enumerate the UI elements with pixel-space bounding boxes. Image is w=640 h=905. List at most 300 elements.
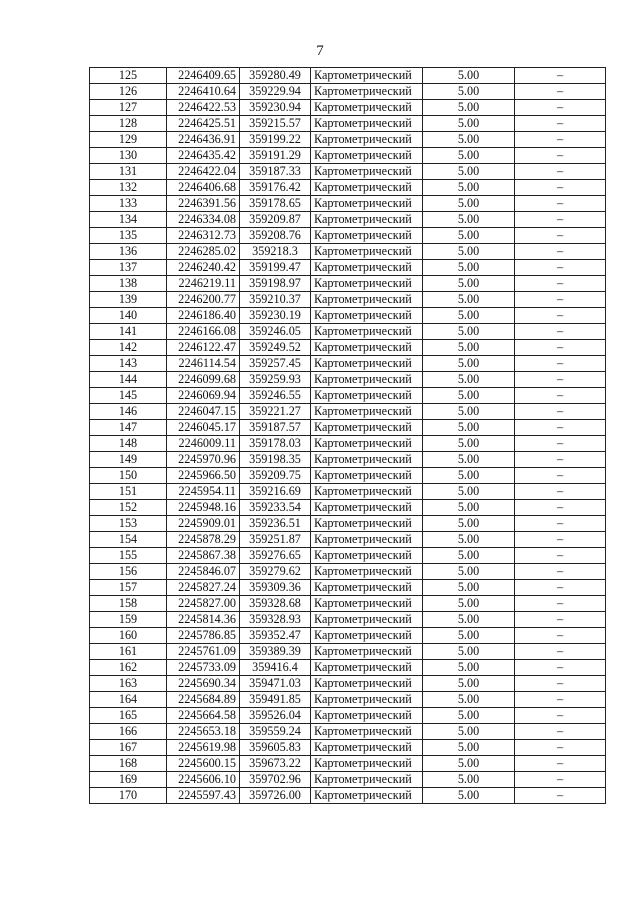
point-number-cell: 159 bbox=[90, 612, 167, 628]
table-row bbox=[90, 772, 606, 788]
x-coordinate-cell: 2245597.43 bbox=[167, 788, 240, 804]
method-cell: Картометрический bbox=[311, 740, 423, 756]
table-row bbox=[90, 452, 606, 468]
method-cell: Картометрический bbox=[311, 564, 423, 580]
table-row bbox=[90, 388, 606, 404]
x-coordinate-cell: 2245664.58 bbox=[167, 708, 240, 724]
accuracy-cell: 5.00 bbox=[423, 164, 515, 180]
accuracy-cell: 5.00 bbox=[423, 372, 515, 388]
note-cell: – bbox=[515, 324, 606, 340]
accuracy-cell: 5.00 bbox=[423, 132, 515, 148]
note-cell: – bbox=[515, 708, 606, 724]
x-coordinate-cell: 2246435.42 bbox=[167, 148, 240, 164]
y-coordinate-cell: 359230.94 bbox=[240, 100, 311, 116]
method-cell: Картометрический bbox=[311, 548, 423, 564]
x-coordinate-cell: 2245966.50 bbox=[167, 468, 240, 484]
method-cell: Картометрический bbox=[311, 148, 423, 164]
method-cell: Картометрический bbox=[311, 692, 423, 708]
note-cell: – bbox=[515, 148, 606, 164]
table-row bbox=[90, 116, 606, 132]
accuracy-cell: 5.00 bbox=[423, 756, 515, 772]
point-number-cell: 133 bbox=[90, 196, 167, 212]
point-number-cell: 146 bbox=[90, 404, 167, 420]
table-row bbox=[90, 180, 606, 196]
accuracy-cell: 5.00 bbox=[423, 308, 515, 324]
accuracy-cell: 5.00 bbox=[423, 628, 515, 644]
method-cell: Картометрический bbox=[311, 404, 423, 420]
y-coordinate-cell: 359199.22 bbox=[240, 132, 311, 148]
table-row bbox=[90, 628, 606, 644]
y-coordinate-cell: 359259.93 bbox=[240, 372, 311, 388]
note-cell: – bbox=[515, 548, 606, 564]
x-coordinate-cell: 2246334.08 bbox=[167, 212, 240, 228]
point-number-cell: 154 bbox=[90, 532, 167, 548]
method-cell: Картометрический bbox=[311, 228, 423, 244]
accuracy-cell: 5.00 bbox=[423, 740, 515, 756]
table-row bbox=[90, 292, 606, 308]
table-row bbox=[90, 356, 606, 372]
table-row bbox=[90, 164, 606, 180]
page-number: 7 bbox=[316, 43, 324, 59]
y-coordinate-cell: 359191.29 bbox=[240, 148, 311, 164]
y-coordinate-cell: 359221.27 bbox=[240, 404, 311, 420]
method-cell: Картометрический bbox=[311, 724, 423, 740]
table-row bbox=[90, 660, 606, 676]
x-coordinate-cell: 2246410.64 bbox=[167, 84, 240, 100]
x-coordinate-cell: 2245846.07 bbox=[167, 564, 240, 580]
method-cell: Картометрический bbox=[311, 676, 423, 692]
table-row bbox=[90, 516, 606, 532]
note-cell: – bbox=[515, 180, 606, 196]
method-cell: Картометрический bbox=[311, 500, 423, 516]
x-coordinate-cell: 2246186.40 bbox=[167, 308, 240, 324]
accuracy-cell: 5.00 bbox=[423, 692, 515, 708]
method-cell: Картометрический bbox=[311, 212, 423, 228]
point-number-cell: 138 bbox=[90, 276, 167, 292]
x-coordinate-cell: 2246436.91 bbox=[167, 132, 240, 148]
x-coordinate-cell: 2246045.17 bbox=[167, 420, 240, 436]
y-coordinate-cell: 359726.00 bbox=[240, 788, 311, 804]
point-number-cell: 152 bbox=[90, 500, 167, 516]
point-number-cell: 162 bbox=[90, 660, 167, 676]
y-coordinate-cell: 359230.19 bbox=[240, 308, 311, 324]
x-coordinate-cell: 2245600.15 bbox=[167, 756, 240, 772]
accuracy-cell: 5.00 bbox=[423, 228, 515, 244]
method-cell: Картометрический bbox=[311, 628, 423, 644]
method-cell: Картометрический bbox=[311, 532, 423, 548]
note-cell: – bbox=[515, 404, 606, 420]
y-coordinate-cell: 359199.47 bbox=[240, 260, 311, 276]
note-cell: – bbox=[515, 596, 606, 612]
y-coordinate-cell: 359526.04 bbox=[240, 708, 311, 724]
point-number-cell: 167 bbox=[90, 740, 167, 756]
note-cell: – bbox=[515, 660, 606, 676]
x-coordinate-cell: 2246166.08 bbox=[167, 324, 240, 340]
accuracy-cell: 5.00 bbox=[423, 100, 515, 116]
x-coordinate-cell: 2246422.04 bbox=[167, 164, 240, 180]
x-coordinate-cell: 2245867.38 bbox=[167, 548, 240, 564]
y-coordinate-cell: 359389.39 bbox=[240, 644, 311, 660]
table-row bbox=[90, 788, 606, 804]
accuracy-cell: 5.00 bbox=[423, 420, 515, 436]
x-coordinate-cell: 2246069.94 bbox=[167, 388, 240, 404]
x-coordinate-cell: 2246285.02 bbox=[167, 244, 240, 260]
y-coordinate-cell: 359246.55 bbox=[240, 388, 311, 404]
point-number-cell: 165 bbox=[90, 708, 167, 724]
accuracy-cell: 5.00 bbox=[423, 196, 515, 212]
point-number-cell: 130 bbox=[90, 148, 167, 164]
table-row bbox=[90, 676, 606, 692]
y-coordinate-cell: 359309.36 bbox=[240, 580, 311, 596]
point-number-cell: 136 bbox=[90, 244, 167, 260]
accuracy-cell: 5.00 bbox=[423, 276, 515, 292]
note-cell: – bbox=[515, 132, 606, 148]
point-number-cell: 129 bbox=[90, 132, 167, 148]
accuracy-cell: 5.00 bbox=[423, 404, 515, 420]
note-cell: – bbox=[515, 644, 606, 660]
point-number-cell: 156 bbox=[90, 564, 167, 580]
x-coordinate-cell: 2245827.24 bbox=[167, 580, 240, 596]
note-cell: – bbox=[515, 212, 606, 228]
x-coordinate-cell: 2246409.65 bbox=[167, 68, 240, 84]
method-cell: Картометрический bbox=[311, 196, 423, 212]
y-coordinate-cell: 359198.97 bbox=[240, 276, 311, 292]
method-cell: Картометрический bbox=[311, 596, 423, 612]
table-row bbox=[90, 580, 606, 596]
method-cell: Картометрический bbox=[311, 324, 423, 340]
table-row bbox=[90, 500, 606, 516]
y-coordinate-cell: 359208.76 bbox=[240, 228, 311, 244]
table-row bbox=[90, 612, 606, 628]
table-row bbox=[90, 84, 606, 100]
method-cell: Картометрический bbox=[311, 612, 423, 628]
accuracy-cell: 5.00 bbox=[423, 676, 515, 692]
accuracy-cell: 5.00 bbox=[423, 500, 515, 516]
y-coordinate-cell: 359276.65 bbox=[240, 548, 311, 564]
accuracy-cell: 5.00 bbox=[423, 564, 515, 580]
table-row bbox=[90, 468, 606, 484]
x-coordinate-cell: 2245970.96 bbox=[167, 452, 240, 468]
note-cell: – bbox=[515, 580, 606, 596]
y-coordinate-cell: 359702.96 bbox=[240, 772, 311, 788]
y-coordinate-cell: 359187.57 bbox=[240, 420, 311, 436]
note-cell: – bbox=[515, 436, 606, 452]
point-number-cell: 135 bbox=[90, 228, 167, 244]
note-cell: – bbox=[515, 196, 606, 212]
accuracy-cell: 5.00 bbox=[423, 612, 515, 628]
x-coordinate-cell: 2245878.29 bbox=[167, 532, 240, 548]
method-cell: Картометрический bbox=[311, 516, 423, 532]
accuracy-cell: 5.00 bbox=[423, 596, 515, 612]
note-cell: – bbox=[515, 100, 606, 116]
table-row bbox=[90, 532, 606, 548]
method-cell: Картометрический bbox=[311, 276, 423, 292]
method-cell: Картометрический bbox=[311, 180, 423, 196]
method-cell: Картометрический bbox=[311, 260, 423, 276]
accuracy-cell: 5.00 bbox=[423, 660, 515, 676]
method-cell: Картометрический bbox=[311, 132, 423, 148]
x-coordinate-cell: 2246312.73 bbox=[167, 228, 240, 244]
note-cell: – bbox=[515, 516, 606, 532]
x-coordinate-cell: 2246122.47 bbox=[167, 340, 240, 356]
note-cell: – bbox=[515, 676, 606, 692]
note-cell: – bbox=[515, 772, 606, 788]
note-cell: – bbox=[515, 260, 606, 276]
accuracy-cell: 5.00 bbox=[423, 452, 515, 468]
accuracy-cell: 5.00 bbox=[423, 516, 515, 532]
x-coordinate-cell: 2246406.68 bbox=[167, 180, 240, 196]
x-coordinate-cell: 2246422.53 bbox=[167, 100, 240, 116]
y-coordinate-cell: 359257.45 bbox=[240, 356, 311, 372]
accuracy-cell: 5.00 bbox=[423, 116, 515, 132]
y-coordinate-cell: 359229.94 bbox=[240, 84, 311, 100]
x-coordinate-cell: 2245733.09 bbox=[167, 660, 240, 676]
method-cell: Картометрический bbox=[311, 84, 423, 100]
method-cell: Картометрический bbox=[311, 356, 423, 372]
note-cell: – bbox=[515, 724, 606, 740]
point-number-cell: 161 bbox=[90, 644, 167, 660]
y-coordinate-cell: 359471.03 bbox=[240, 676, 311, 692]
x-coordinate-cell: 2246425.51 bbox=[167, 116, 240, 132]
y-coordinate-cell: 359280.49 bbox=[240, 68, 311, 84]
accuracy-cell: 5.00 bbox=[423, 356, 515, 372]
y-coordinate-cell: 359249.52 bbox=[240, 340, 311, 356]
x-coordinate-cell: 2245948.16 bbox=[167, 500, 240, 516]
table-row bbox=[90, 596, 606, 612]
x-coordinate-cell: 2245606.10 bbox=[167, 772, 240, 788]
point-number-cell: 164 bbox=[90, 692, 167, 708]
x-coordinate-cell: 2246200.77 bbox=[167, 292, 240, 308]
y-coordinate-cell: 359216.69 bbox=[240, 484, 311, 500]
point-number-cell: 153 bbox=[90, 516, 167, 532]
note-cell: – bbox=[515, 228, 606, 244]
accuracy-cell: 5.00 bbox=[423, 548, 515, 564]
accuracy-cell: 5.00 bbox=[423, 68, 515, 84]
method-cell: Картометрический bbox=[311, 580, 423, 596]
y-coordinate-cell: 359210.37 bbox=[240, 292, 311, 308]
accuracy-cell: 5.00 bbox=[423, 260, 515, 276]
accuracy-cell: 5.00 bbox=[423, 212, 515, 228]
point-number-cell: 148 bbox=[90, 436, 167, 452]
table-row bbox=[90, 196, 606, 212]
note-cell: – bbox=[515, 372, 606, 388]
y-coordinate-cell: 359178.03 bbox=[240, 436, 311, 452]
note-cell: – bbox=[515, 788, 606, 804]
y-coordinate-cell: 359209.75 bbox=[240, 468, 311, 484]
x-coordinate-cell: 2245954.11 bbox=[167, 484, 240, 500]
point-number-cell: 149 bbox=[90, 452, 167, 468]
point-number-cell: 144 bbox=[90, 372, 167, 388]
accuracy-cell: 5.00 bbox=[423, 484, 515, 500]
y-coordinate-cell: 359328.93 bbox=[240, 612, 311, 628]
coordinates-table bbox=[89, 67, 606, 804]
point-number-cell: 157 bbox=[90, 580, 167, 596]
accuracy-cell: 5.00 bbox=[423, 436, 515, 452]
accuracy-cell: 5.00 bbox=[423, 148, 515, 164]
accuracy-cell: 5.00 bbox=[423, 580, 515, 596]
method-cell: Картометрический bbox=[311, 468, 423, 484]
accuracy-cell: 5.00 bbox=[423, 532, 515, 548]
method-cell: Картометрический bbox=[311, 452, 423, 468]
point-number-cell: 163 bbox=[90, 676, 167, 692]
x-coordinate-cell: 2245619.98 bbox=[167, 740, 240, 756]
y-coordinate-cell: 359187.33 bbox=[240, 164, 311, 180]
note-cell: – bbox=[515, 500, 606, 516]
coordinates-table-body bbox=[90, 68, 606, 804]
note-cell: – bbox=[515, 340, 606, 356]
y-coordinate-cell: 359279.62 bbox=[240, 564, 311, 580]
table-row bbox=[90, 68, 606, 84]
table-row bbox=[90, 436, 606, 452]
x-coordinate-cell: 2246114.54 bbox=[167, 356, 240, 372]
x-coordinate-cell: 2246219.11 bbox=[167, 276, 240, 292]
method-cell: Картометрический bbox=[311, 644, 423, 660]
point-number-cell: 147 bbox=[90, 420, 167, 436]
point-number-cell: 140 bbox=[90, 308, 167, 324]
point-number-cell: 132 bbox=[90, 180, 167, 196]
method-cell: Картометрический bbox=[311, 372, 423, 388]
method-cell: Картометрический bbox=[311, 244, 423, 260]
point-number-cell: 169 bbox=[90, 772, 167, 788]
note-cell: – bbox=[515, 692, 606, 708]
accuracy-cell: 5.00 bbox=[423, 708, 515, 724]
point-number-cell: 127 bbox=[90, 100, 167, 116]
y-coordinate-cell: 359251.87 bbox=[240, 532, 311, 548]
x-coordinate-cell: 2245786.85 bbox=[167, 628, 240, 644]
point-number-cell: 125 bbox=[90, 68, 167, 84]
note-cell: – bbox=[515, 116, 606, 132]
y-coordinate-cell: 359198.35 bbox=[240, 452, 311, 468]
x-coordinate-cell: 2246391.56 bbox=[167, 196, 240, 212]
method-cell: Картометрический bbox=[311, 756, 423, 772]
method-cell: Картометрический bbox=[311, 292, 423, 308]
accuracy-cell: 5.00 bbox=[423, 724, 515, 740]
accuracy-cell: 5.00 bbox=[423, 788, 515, 804]
table-row bbox=[90, 244, 606, 260]
note-cell: – bbox=[515, 356, 606, 372]
y-coordinate-cell: 359328.68 bbox=[240, 596, 311, 612]
point-number-cell: 145 bbox=[90, 388, 167, 404]
accuracy-cell: 5.00 bbox=[423, 644, 515, 660]
point-number-cell: 126 bbox=[90, 84, 167, 100]
table-row bbox=[90, 484, 606, 500]
table-row bbox=[90, 308, 606, 324]
x-coordinate-cell: 2245653.18 bbox=[167, 724, 240, 740]
accuracy-cell: 5.00 bbox=[423, 244, 515, 260]
x-coordinate-cell: 2246240.42 bbox=[167, 260, 240, 276]
method-cell: Картометрический bbox=[311, 388, 423, 404]
method-cell: Картометрический bbox=[311, 708, 423, 724]
note-cell: – bbox=[515, 164, 606, 180]
point-number-cell: 134 bbox=[90, 212, 167, 228]
y-coordinate-cell: 359605.83 bbox=[240, 740, 311, 756]
method-cell: Картометрический bbox=[311, 100, 423, 116]
note-cell: – bbox=[515, 276, 606, 292]
table-row bbox=[90, 340, 606, 356]
y-coordinate-cell: 359246.05 bbox=[240, 324, 311, 340]
table-row bbox=[90, 692, 606, 708]
x-coordinate-cell: 2245690.34 bbox=[167, 676, 240, 692]
point-number-cell: 151 bbox=[90, 484, 167, 500]
accuracy-cell: 5.00 bbox=[423, 180, 515, 196]
accuracy-cell: 5.00 bbox=[423, 84, 515, 100]
point-number-cell: 150 bbox=[90, 468, 167, 484]
accuracy-cell: 5.00 bbox=[423, 468, 515, 484]
point-number-cell: 158 bbox=[90, 596, 167, 612]
point-number-cell: 139 bbox=[90, 292, 167, 308]
note-cell: – bbox=[515, 756, 606, 772]
x-coordinate-cell: 2246047.15 bbox=[167, 404, 240, 420]
note-cell: – bbox=[515, 308, 606, 324]
point-number-cell: 143 bbox=[90, 356, 167, 372]
accuracy-cell: 5.00 bbox=[423, 772, 515, 788]
accuracy-cell: 5.00 bbox=[423, 340, 515, 356]
y-coordinate-cell: 359416.4 bbox=[240, 660, 311, 676]
table-row bbox=[90, 420, 606, 436]
note-cell: – bbox=[515, 628, 606, 644]
point-number-cell: 166 bbox=[90, 724, 167, 740]
method-cell: Картометрический bbox=[311, 420, 423, 436]
note-cell: – bbox=[515, 84, 606, 100]
point-number-cell: 128 bbox=[90, 116, 167, 132]
note-cell: – bbox=[515, 420, 606, 436]
note-cell: – bbox=[515, 468, 606, 484]
note-cell: – bbox=[515, 484, 606, 500]
method-cell: Картометрический bbox=[311, 68, 423, 84]
y-coordinate-cell: 359236.51 bbox=[240, 516, 311, 532]
x-coordinate-cell: 2245814.36 bbox=[167, 612, 240, 628]
table-row bbox=[90, 260, 606, 276]
table-row bbox=[90, 148, 606, 164]
table-row bbox=[90, 724, 606, 740]
note-cell: – bbox=[515, 532, 606, 548]
method-cell: Картометрический bbox=[311, 788, 423, 804]
table-row bbox=[90, 404, 606, 420]
y-coordinate-cell: 359178.65 bbox=[240, 196, 311, 212]
note-cell: – bbox=[515, 292, 606, 308]
x-coordinate-cell: 2245909.01 bbox=[167, 516, 240, 532]
y-coordinate-cell: 359352.47 bbox=[240, 628, 311, 644]
point-number-cell: 160 bbox=[90, 628, 167, 644]
table-row bbox=[90, 276, 606, 292]
table-row bbox=[90, 644, 606, 660]
note-cell: – bbox=[515, 740, 606, 756]
method-cell: Картометрический bbox=[311, 116, 423, 132]
point-number-cell: 155 bbox=[90, 548, 167, 564]
y-coordinate-cell: 359215.57 bbox=[240, 116, 311, 132]
method-cell: Картометрический bbox=[311, 308, 423, 324]
x-coordinate-cell: 2246009.11 bbox=[167, 436, 240, 452]
method-cell: Картометрический bbox=[311, 660, 423, 676]
method-cell: Картометрический bbox=[311, 772, 423, 788]
table-row bbox=[90, 212, 606, 228]
table-row bbox=[90, 228, 606, 244]
note-cell: – bbox=[515, 68, 606, 84]
y-coordinate-cell: 359209.87 bbox=[240, 212, 311, 228]
accuracy-cell: 5.00 bbox=[423, 292, 515, 308]
x-coordinate-cell: 2245827.00 bbox=[167, 596, 240, 612]
x-coordinate-cell: 2245684.89 bbox=[167, 692, 240, 708]
note-cell: – bbox=[515, 564, 606, 580]
note-cell: – bbox=[515, 244, 606, 260]
point-number-cell: 131 bbox=[90, 164, 167, 180]
y-coordinate-cell: 359233.54 bbox=[240, 500, 311, 516]
x-coordinate-cell: 2246099.68 bbox=[167, 372, 240, 388]
table-row bbox=[90, 708, 606, 724]
table-row bbox=[90, 372, 606, 388]
accuracy-cell: 5.00 bbox=[423, 324, 515, 340]
note-cell: – bbox=[515, 388, 606, 404]
